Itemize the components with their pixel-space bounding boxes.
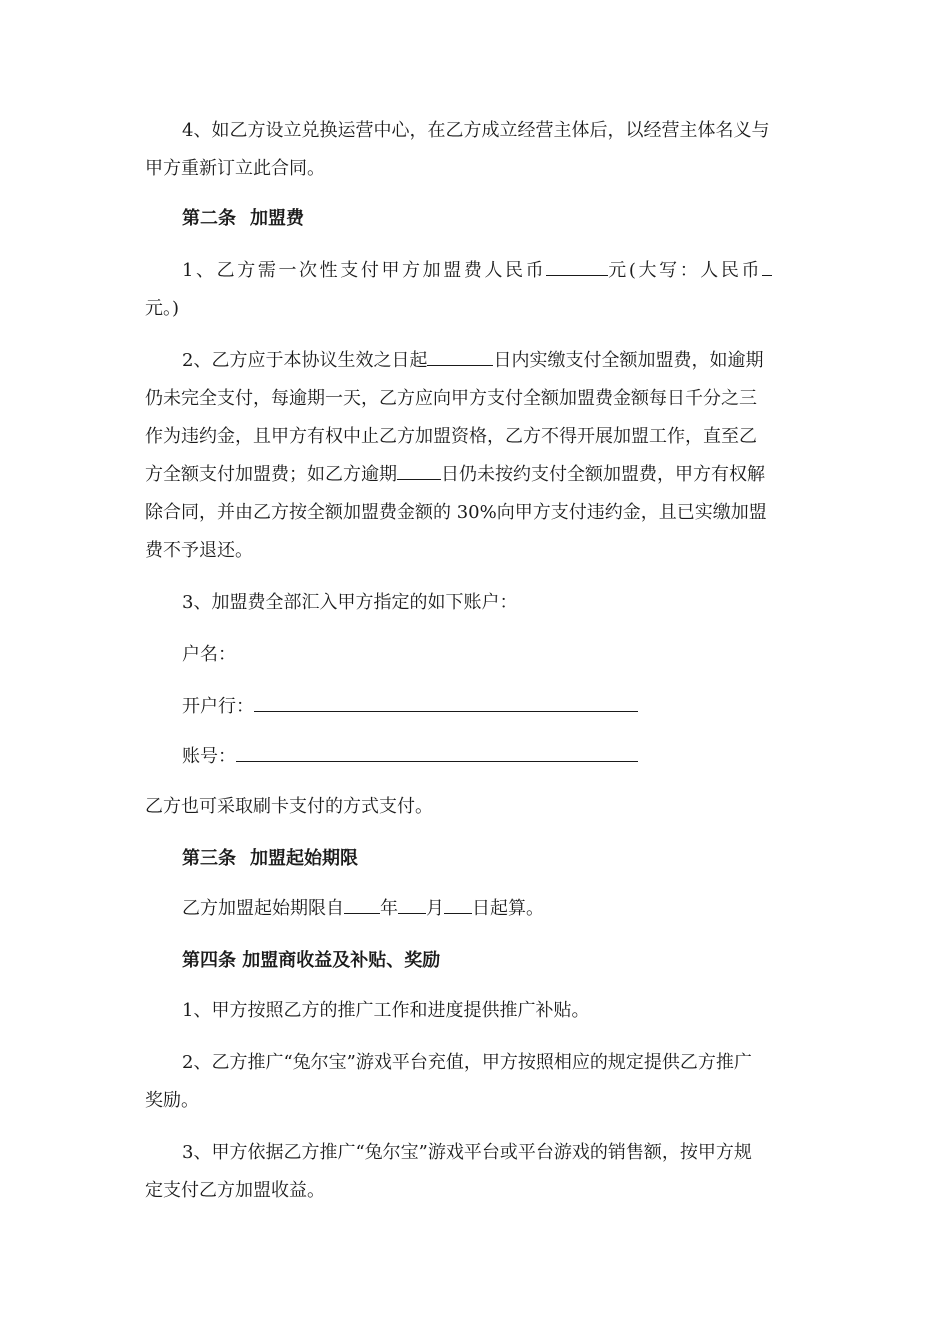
- clause2-item2-line5: 除合同，并由乙方按全额加盟费金额的 30%向甲方支付违约金，且已实缴加盟: [145, 502, 767, 523]
- clause1-item4-line1: 4、如乙方设立兑换运营中心，在乙方成立经营主体后，以经营主体名义与: [182, 120, 770, 141]
- clause4-item1: 1、甲方按照乙方的推广工作和进度提供推广补贴。: [182, 1000, 590, 1021]
- month-blank: [398, 897, 426, 914]
- clause2-item3: 3、加盟费全部汇入甲方指定的如下账户：: [182, 592, 518, 613]
- clause3-heading: 第三条 加盟起始期限: [182, 848, 358, 869]
- bank-blank: [254, 695, 638, 712]
- account-number-blank: [236, 745, 638, 762]
- year-blank: [344, 897, 380, 914]
- overdue-days-blank: [397, 463, 441, 480]
- clause2-item2-line6: 费不予退还。: [145, 540, 253, 561]
- card-payment-note: 乙方也可采取刷卡支付的方式支付。: [145, 796, 433, 817]
- clause4-heading: 第四条 加盟商收益及补贴、奖励: [182, 950, 441, 971]
- clause3-start-date: 乙方加盟起始期限自 年 月 日起算。: [182, 898, 544, 919]
- clause2-item2-line2: 仍未完全支付，每逾期一天，乙方应向甲方支付全额加盟费金额每日千分之三: [145, 388, 757, 409]
- clause2-item2-line1: 2、乙方应于本协议生效之日起 日内实缴支付全额加盟费，如逾期: [182, 350, 764, 371]
- clause4-item3-line2: 定支付乙方加盟收益。: [145, 1180, 325, 1201]
- clause2-item2-line3: 作为违约金，且甲方有权中止乙方加盟资格，乙方不得开展加盟工作，直至乙: [145, 426, 757, 447]
- clause2-item2-line4: 方全额支付加盟费；如乙方逾期 日仍未按约支付全额加盟费，甲方有权解: [145, 464, 765, 485]
- account-name-line: 户名：: [182, 644, 236, 665]
- amount-blank: [546, 259, 608, 276]
- clause4-item3-line1: 3、甲方依据乙方推广“兔尔宝”游戏平台或平台游戏的销售额，按甲方规: [182, 1142, 752, 1163]
- clause2-item1-line1: 1、乙方需一次性支付甲方加盟费人民币 元(大写：人民币: [145, 252, 810, 290]
- clause4-item2-line1: 2、乙方推广“兔尔宝”游戏平台充值，甲方按照相应的规定提供乙方推广: [182, 1052, 752, 1073]
- clause2-item1-line2: 元。): [145, 298, 180, 319]
- clause1-item4-line2: 甲方重新订立此合同。: [145, 158, 325, 179]
- day-blank: [444, 897, 472, 914]
- amount-words-blank: [762, 259, 772, 276]
- clause4-item2-line2: 奖励。: [145, 1090, 199, 1111]
- bank-line: 开户行：: [145, 688, 810, 726]
- account-number-line: 账号：: [145, 738, 810, 776]
- clause2-heading: 第二条 加盟费: [182, 208, 304, 229]
- days-blank: [427, 349, 493, 366]
